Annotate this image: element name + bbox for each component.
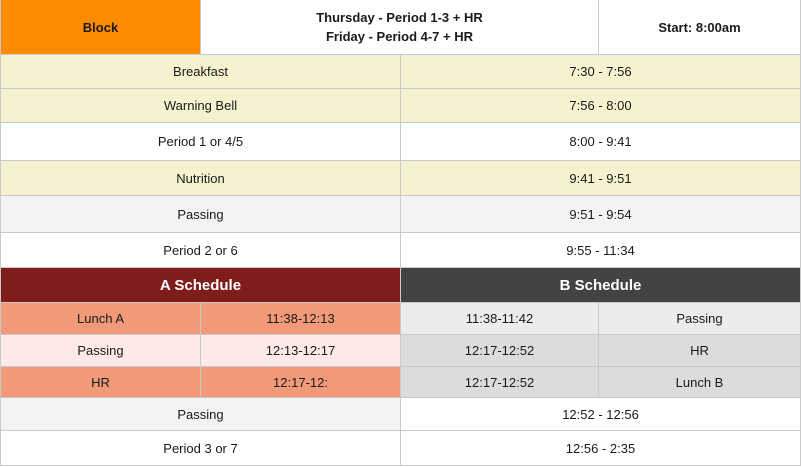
b-row-time: 12:17-12:52: [401, 335, 599, 367]
row-time: 8:00 - 9:41: [401, 123, 801, 161]
block-label: Block: [82, 19, 119, 35]
a-row-label: Passing: [1, 335, 201, 367]
row-time: 12:56 - 2:35: [401, 431, 801, 466]
b-row-label: Lunch B: [599, 367, 801, 398]
row-label: Passing: [1, 398, 401, 431]
row-time: 9:41 - 9:51: [401, 161, 801, 196]
row-label: Warning Bell: [1, 89, 401, 123]
a-row-time: 12:17-12:: [201, 367, 401, 398]
title-line-1: Thursday - Period 1-3 + HR: [316, 10, 483, 25]
a-row-time: 11:38-12:13: [201, 303, 401, 335]
row-label: Period 2 or 6: [1, 233, 401, 268]
b-row-label: HR: [599, 335, 801, 367]
row-label: Period 3 or 7: [1, 431, 401, 466]
a-row-label: Lunch A: [1, 303, 201, 335]
a-row-time: 12:13-12:17: [201, 335, 401, 367]
row-label: Passing: [1, 196, 401, 233]
b-row-time: 11:38-11:42: [401, 303, 599, 335]
start-time-label: Start: 8:00am: [658, 19, 741, 35]
row-time: 9:51 - 9:54: [401, 196, 801, 233]
row-time: 7:56 - 8:00: [401, 89, 801, 123]
a-schedule-header: A Schedule: [1, 268, 401, 303]
a-row-label: HR: [1, 367, 201, 398]
row-time: 7:30 - 7:56: [401, 55, 801, 89]
row-label: Period 1 or 4/5: [1, 123, 401, 161]
b-row-label: Passing: [599, 303, 801, 335]
row-time: 12:52 - 12:56: [401, 398, 801, 431]
row-label: Breakfast: [1, 55, 401, 89]
b-row-time: 12:17-12:52: [401, 367, 599, 398]
start-time-cell: [599, 0, 801, 55]
block-header-cell: [1, 0, 201, 55]
title-line-2: Friday - Period 4-7 + HR: [325, 29, 473, 44]
b-schedule-header: B Schedule: [401, 268, 801, 303]
row-label: Nutrition: [1, 161, 401, 196]
schedule-title-cell: [201, 0, 599, 55]
row-time: 9:55 - 11:34: [401, 233, 801, 268]
